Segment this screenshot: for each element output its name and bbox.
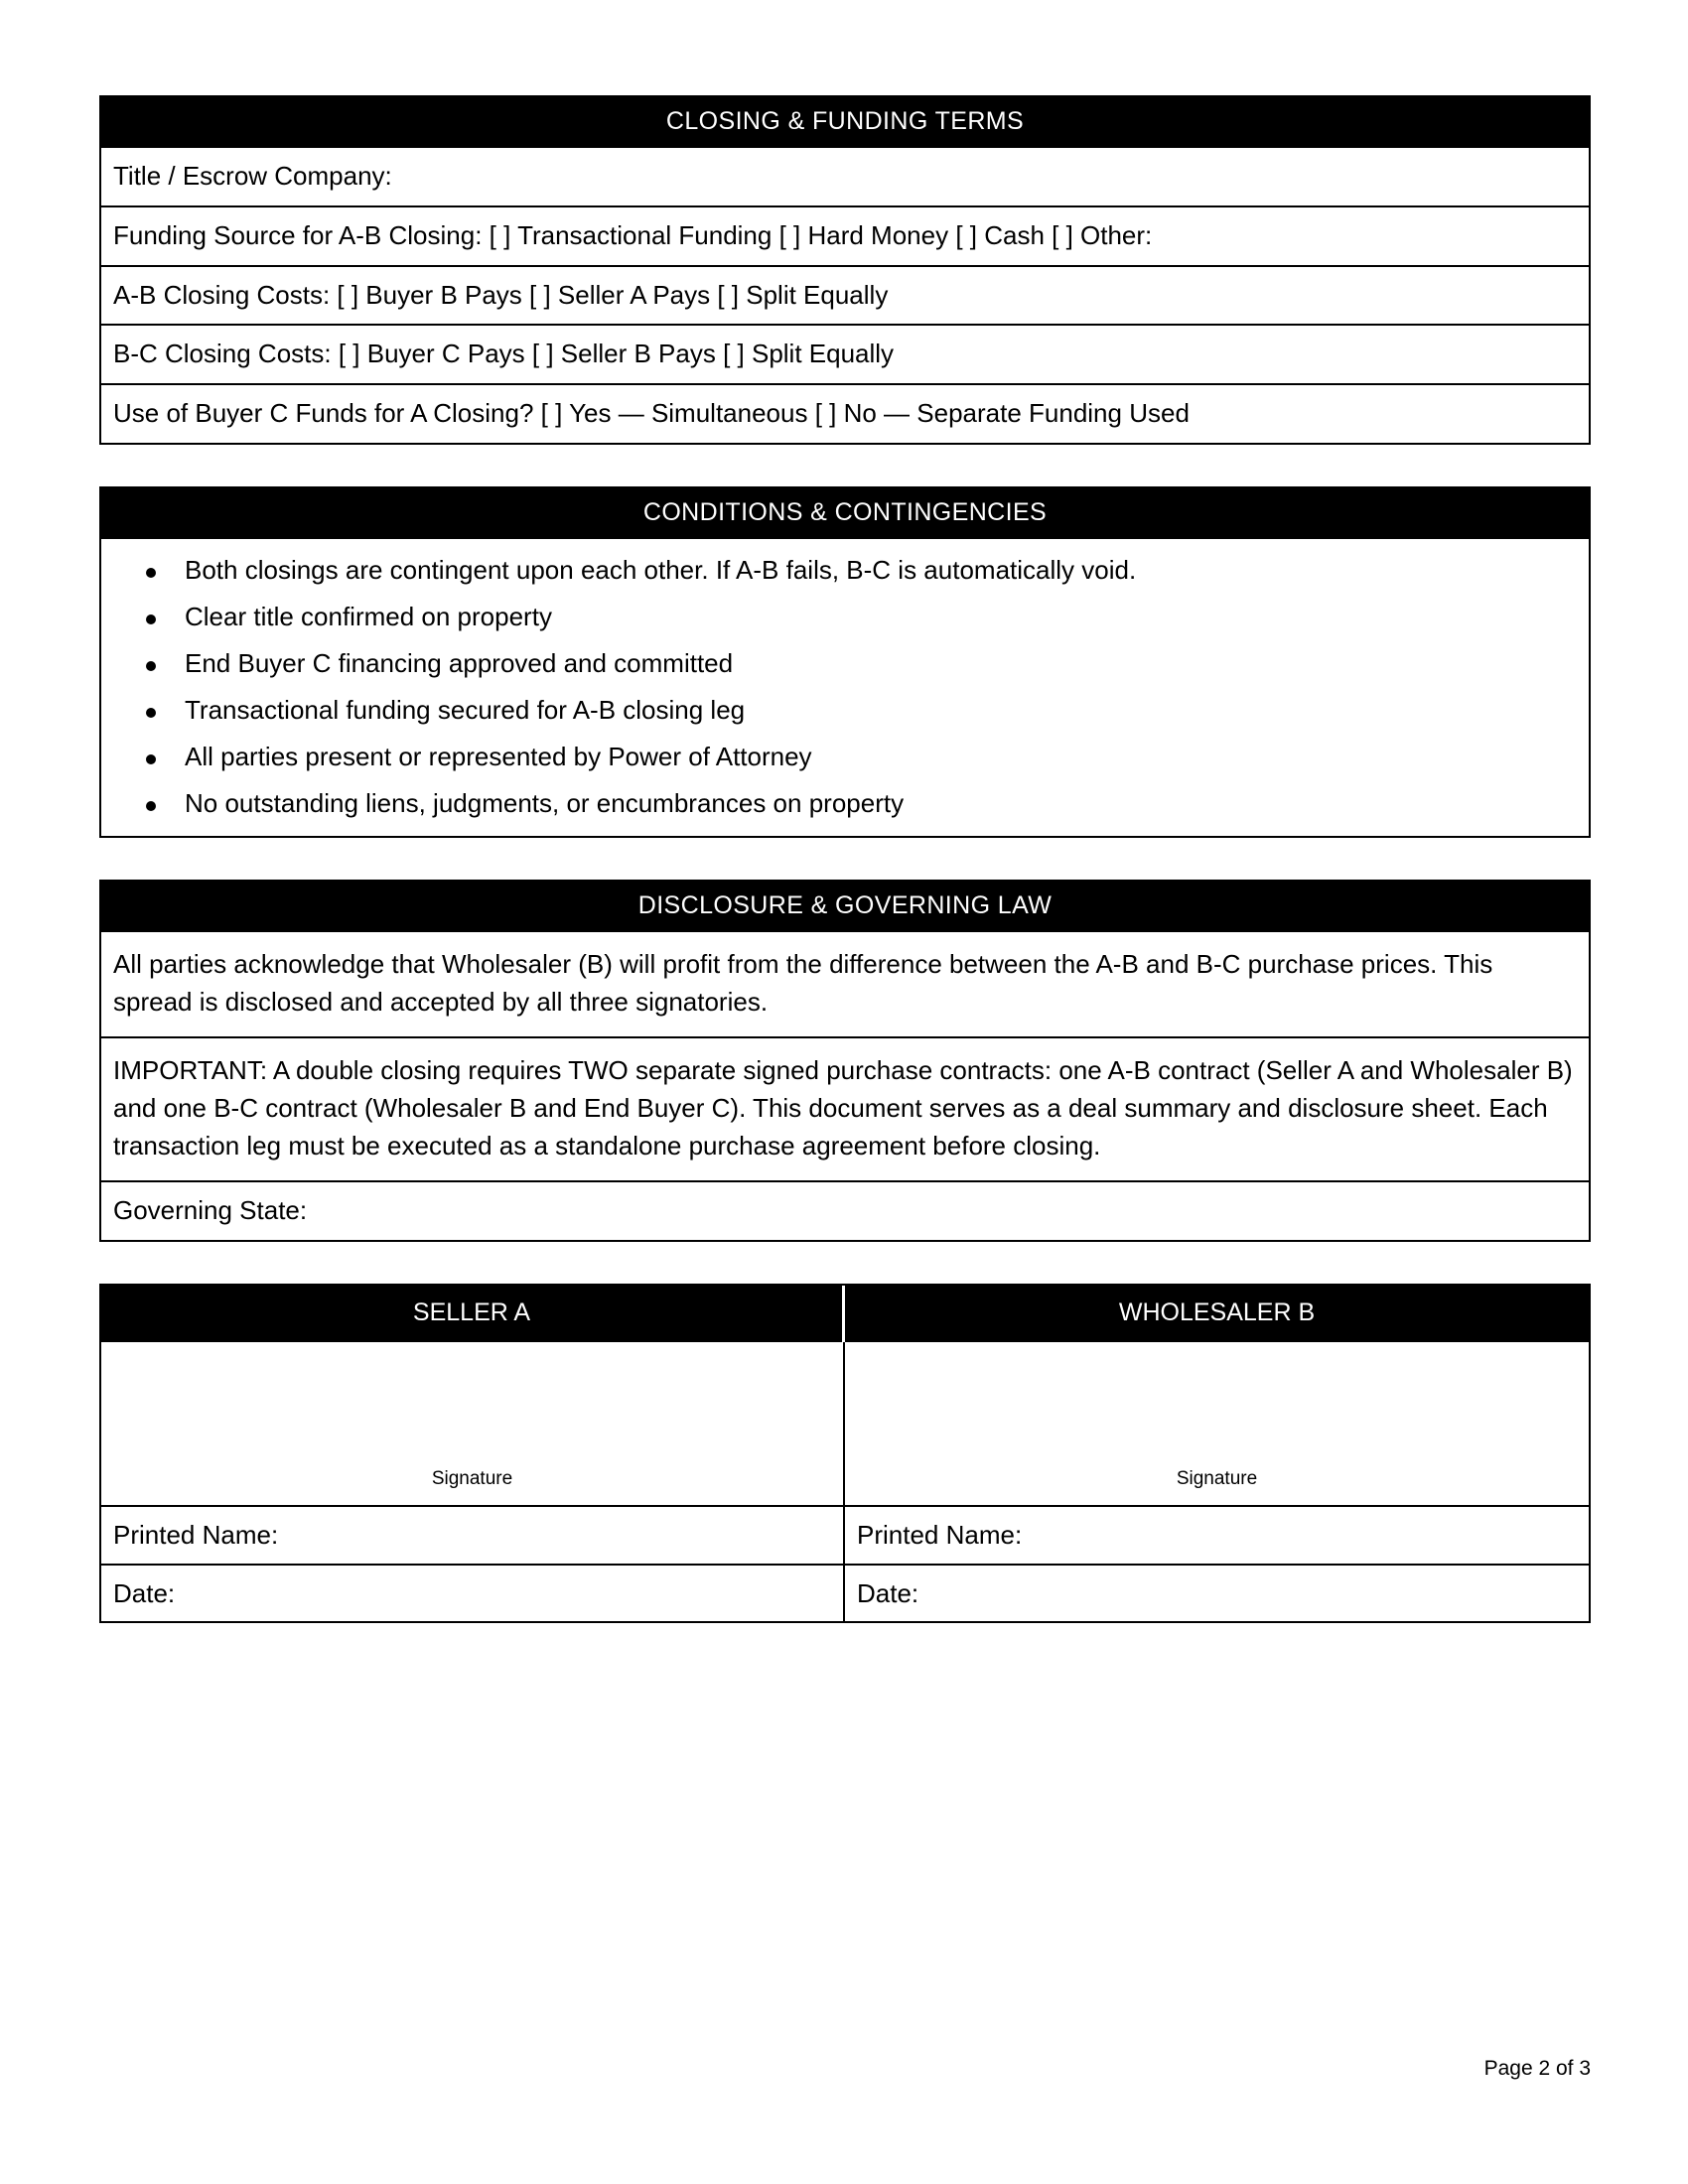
disclosure-paragraph-important: IMPORTANT: A double closing requires TWO separate signed purchase contracts: one A-B contract (Seller A and Wholesaler B) and one B-C contract (Wholesaler B and End Buyer C). This document serves as a deal summary and disclosure sheet. Each transaction leg must be executed as a standalone purchase agreement before closing. xyxy=(101,1036,1589,1180)
list-item xyxy=(113,647,1575,678)
signature-caption-seller-a: Signature xyxy=(431,1468,513,1490)
bullet-icon xyxy=(146,661,156,671)
section-header-disclosure: DISCLOSURE & GOVERNING LAW xyxy=(101,882,1589,932)
list-item xyxy=(113,694,1575,725)
page-footer: Page 2 of 3 xyxy=(1483,2057,1591,2080)
section-header-conditions: CONDITIONS & CONTINGENCIES xyxy=(101,488,1589,539)
list-item xyxy=(113,787,1575,818)
list-item xyxy=(113,741,1575,771)
signature-field-seller-a[interactable] xyxy=(101,1342,845,1505)
conditions-list xyxy=(113,554,1575,818)
printed-name-row xyxy=(101,1505,1589,1564)
signature-block xyxy=(99,1284,1591,1623)
bullet-icon xyxy=(146,568,156,578)
field-governing-state[interactable]: Governing State: xyxy=(101,1180,1589,1240)
date-field-seller-a[interactable]: Date: xyxy=(101,1566,845,1622)
field-buyer-c-funds-use[interactable]: Use of Buyer C Funds for A Closing? [ ] Yes — Simultaneous [ ] No — Separate Funding Used xyxy=(101,383,1589,443)
field-title-escrow-company[interactable]: Title / Escrow Company: xyxy=(113,161,392,191)
bullet-icon xyxy=(146,614,156,624)
list-item-label: Transactional funding secured for A-B closing leg xyxy=(185,694,746,725)
conditions-list-container xyxy=(101,539,1589,836)
printed-name-field-wholesaler-b[interactable]: Printed Name: xyxy=(857,1520,1023,1551)
signature-field-wholesaler-b[interactable] xyxy=(845,1342,1589,1505)
bullet-icon xyxy=(146,754,156,764)
conditions-contingencies-section xyxy=(99,486,1591,838)
signature-header-row xyxy=(101,1286,1589,1342)
list-item-label: All parties present or represented by Power of Attorney xyxy=(185,741,812,771)
signature-column-heading-seller-a: SELLER A xyxy=(101,1286,845,1342)
bullet-icon xyxy=(146,708,156,718)
list-item-label: No outstanding liens, judgments, or encumbrances on property xyxy=(185,787,905,818)
printed-name-field-seller-a[interactable]: Printed Name: xyxy=(101,1507,845,1564)
field-bc-closing-costs[interactable]: B-C Closing Costs: [ ] Buyer C Pays [ ] Seller B Pays [ ] Split Equally xyxy=(101,324,1589,383)
signature-line-row xyxy=(101,1342,1589,1505)
list-item-label: Both closings are contingent upon each other. If A-B fails, B-C is automatically void. xyxy=(185,554,1137,585)
field-funding-source[interactable]: Funding Source for A-B Closing: [ ] Transactional Funding [ ] Hard Money [ ] Cash [ ] Other: xyxy=(101,205,1589,265)
signature-caption-wholesaler-b: Signature xyxy=(1176,1468,1258,1490)
field-ab-closing-costs[interactable]: A-B Closing Costs: [ ] Buyer B Pays [ ] Seller A Pays [ ] Split Equally xyxy=(101,265,1589,325)
disclosure-paragraph-spread: All parties acknowledge that Wholesaler (B) will profit from the difference between the A-B and B-C purchase prices. This spread is disclosed and accepted by all three signatories. xyxy=(113,948,1493,1017)
list-item-label: Clear title confirmed on property xyxy=(185,601,552,631)
closing-funding-terms-section xyxy=(99,95,1591,445)
list-item-label: End Buyer C financing approved and committed xyxy=(185,647,734,678)
signature-column-heading-wholesaler-b: WHOLESALER B xyxy=(1118,1298,1316,1327)
list-item xyxy=(113,601,1575,631)
disclosure-governing-law-section xyxy=(99,880,1591,1242)
section-header-closing-funding: CLOSING & FUNDING TERMS xyxy=(101,97,1589,148)
bullet-icon xyxy=(146,801,156,811)
date-row xyxy=(101,1564,1589,1622)
date-field-wholesaler-b[interactable]: Date: xyxy=(857,1577,919,1608)
list-item xyxy=(113,554,1575,585)
